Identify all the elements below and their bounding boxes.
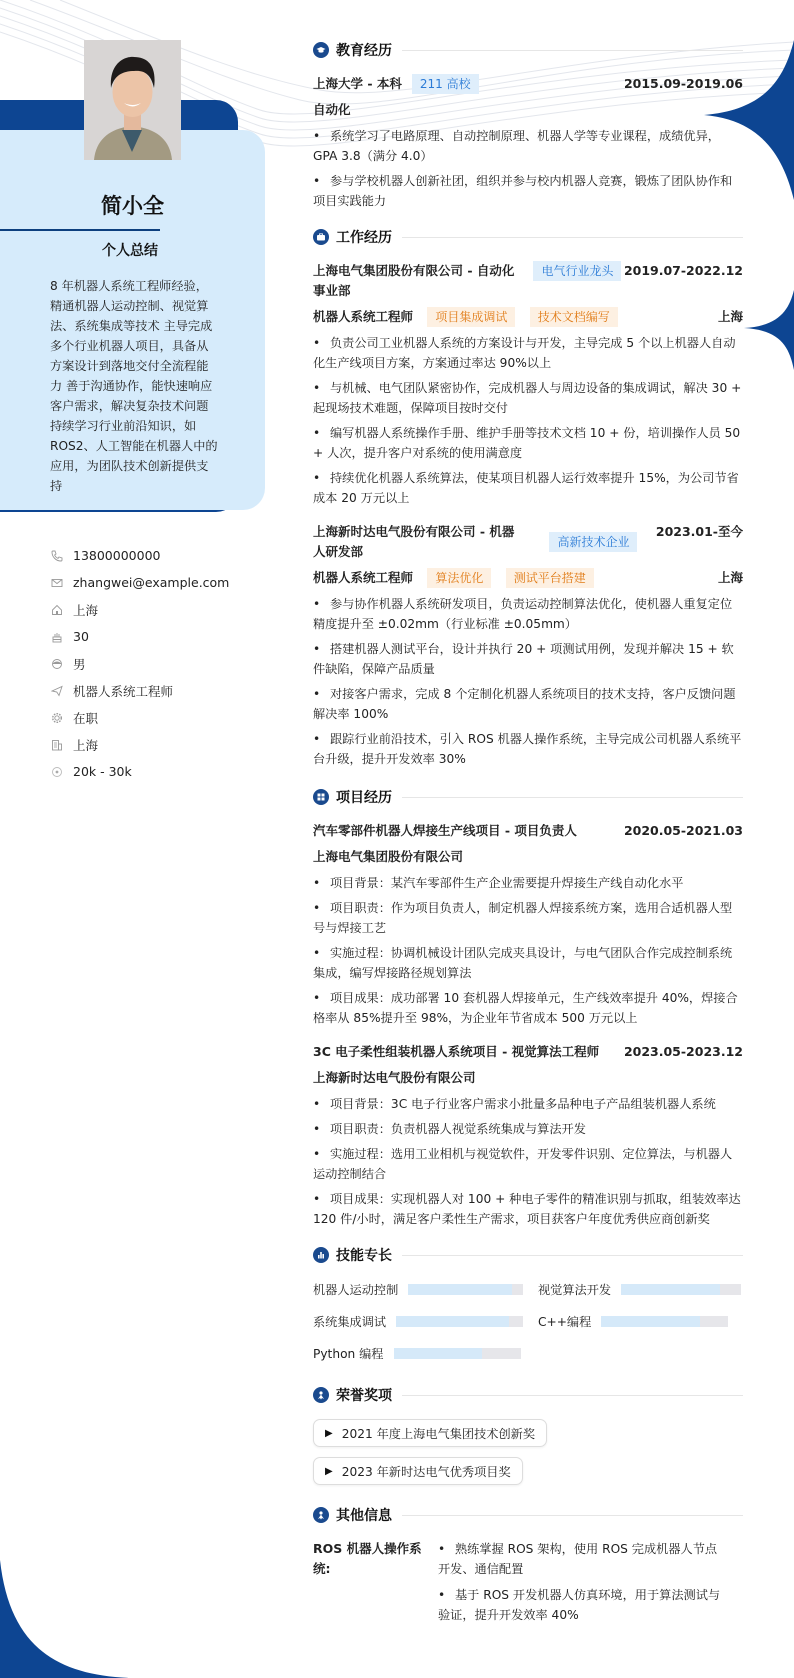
project-company: 上海新时达电气股份有限公司 <box>313 1070 476 1085</box>
decorative-corner-shape <box>744 290 794 370</box>
skill-label: C++编程 <box>538 1314 592 1329</box>
work-entry-header <box>313 261 743 301</box>
project-bullets <box>313 1094 743 1229</box>
list-item: • 跟踪行业前沿技术，引入 ROS 机器人操作系统，主导完成公司机器人系统平台升级，提升开发效率 30% <box>313 729 743 769</box>
work-entry-header <box>313 522 743 562</box>
status-value: 在职 <box>73 710 99 726</box>
major <box>313 100 743 120</box>
skill-label: Python 编程 <box>313 1346 384 1361</box>
avatar-portrait-icon <box>84 40 181 160</box>
school-name: 上海大学 - 本科 <box>313 76 402 91</box>
candidate-name: 简小全 <box>101 194 164 218</box>
award-label: 2021 年度上海电气集团技术创新奖 <box>341 1426 536 1441</box>
major-name: 自动化 <box>313 102 351 117</box>
skill-item <box>313 1343 523 1363</box>
awards-section <box>313 1383 743 1495</box>
skill-fill <box>394 1348 483 1359</box>
company-name: 上海电气集团股份有限公司 - 自动化事业部 <box>313 263 515 298</box>
skill-label: 视觉算法开发 <box>538 1282 612 1297</box>
bar-chart-icon <box>313 1247 329 1263</box>
gear-icon <box>50 711 64 725</box>
briefcase-icon <box>313 229 329 245</box>
contact-salary <box>50 758 260 785</box>
expand-triangle-icon: ▶ <box>325 1427 333 1439</box>
skill-tag: 测试平台搭建 <box>506 568 594 588</box>
expand-triangle-icon: ▶ <box>325 1465 333 1477</box>
section-title: 教育经历 <box>336 43 392 59</box>
avatar <box>84 40 181 160</box>
education-entry-header <box>313 74 743 94</box>
work-bullets <box>313 333 743 508</box>
section-divider <box>402 797 743 798</box>
list-item: • 编写机器人系统操作手册、维护手册等技术文档 10 + 份，培训操作人员 50 + 人次，提升客户对系统的使用满意度 <box>313 423 743 463</box>
sidebar <box>0 0 265 1678</box>
main-content <box>313 38 743 1631</box>
name-divider <box>0 229 160 231</box>
section-header <box>313 1383 743 1407</box>
list-item: • 参与协作机器人系统研发项目，负责运动控制算法优化，使机器人重复定位精度提升至 ±0.02mm（行业标准 ±0.05mm） <box>313 594 743 634</box>
skill-fill <box>621 1284 719 1295</box>
education-section <box>313 38 743 211</box>
work-section <box>313 225 743 769</box>
info-icon <box>313 1507 329 1523</box>
list-item: • 实施过程：选用工业相机与视觉软件，开发零件识别、定位算法，与机器人运动控制结合 <box>313 1144 743 1184</box>
skill-tag: 项目集成调试 <box>427 307 515 327</box>
skill-item <box>313 1311 523 1331</box>
gender-value: 男 <box>73 656 86 672</box>
award-item[interactable] <box>313 1419 547 1447</box>
list-item: • 熟练掌握 ROS 架构，使用 ROS 完成机器人节点开发、通信配置 <box>438 1539 728 1579</box>
skill-fill <box>396 1316 509 1327</box>
salary-value: 20k - 30k <box>73 764 132 779</box>
section-divider <box>402 1515 743 1516</box>
section-title: 荣誉奖项 <box>336 1388 392 1404</box>
section-title: 项目经历 <box>336 790 392 806</box>
section-title: 工作经历 <box>336 230 392 246</box>
skill-fill <box>601 1316 700 1327</box>
grid-icon <box>313 789 329 805</box>
section-divider <box>402 1395 743 1396</box>
school-tag: 211 高校 <box>412 74 479 94</box>
graduation-cap-icon <box>313 42 329 58</box>
list-item: • 与机械、电气团队紧密协作，完成机器人与周边设备的集成调试，解决 30 + 起现场技术难题，保障项目按时交付 <box>313 378 743 418</box>
age-value: 30 <box>73 629 89 644</box>
contact-gender <box>50 650 260 677</box>
role-title: 机器人系统工程师 <box>313 570 414 585</box>
skill-fill <box>408 1284 511 1295</box>
summary-text: 8 年机器人系统工程师经验，精通机器人运动控制、视觉算法、系统集成等技术 主导完成多个行业机器人项目，具备从方案设计到落地交付全流程能力 善于沟通协作，能快速响应客户需求，解决复杂技术问题 持续学习行业前沿知识，如 ROS2、人工智能在机器人中的应用，为团队技术创新提供支持 <box>50 279 218 493</box>
skill-item <box>313 1279 523 1299</box>
list-item: • 实施过程：协调机械设计团队完成夹具设计，与电气团队合作完成控制系统集成，编写焊接路径规划算法 <box>313 943 743 983</box>
project-company-row <box>313 847 743 867</box>
list-item: • 项目职责：作为项目负责人，制定机器人焊接系统方案，选用合适机器人型号与焊接工艺 <box>313 898 743 938</box>
summary-title: 个人总结 <box>102 243 158 259</box>
company-tag: 高新技术企业 <box>549 532 637 552</box>
list-item: • 持续优化机器人系统算法，使某项目机器人运行效率提升 15%，为公司节省成本 20 万元以上 <box>313 468 743 508</box>
list-item: • 系统学习了电路原理、自动控制原理、机器人学等专业课程，成绩优异，GPA 3.8（满分 4.0） <box>313 126 743 166</box>
list-item: • 项目成果：实现机器人对 100 + 种电子零件的精准识别与抓取，组装效率达 120 件/小时，满足客户柔性生产需求，项目获客户年度优秀供应商创新奖 <box>313 1189 743 1229</box>
skill-bar <box>601 1316 728 1327</box>
section-divider <box>402 1255 743 1256</box>
section-divider <box>402 50 743 51</box>
list-item: • 参与学校机器人创新社团，组织并参与校内机器人竞赛，锻炼了团队协作和项目实践能力 <box>313 171 743 211</box>
skill-tag: 技术文档编写 <box>530 307 618 327</box>
section-title: 技能专长 <box>336 1248 392 1264</box>
company-tag-wrap <box>549 532 639 552</box>
list-item: • 项目背景：某汽车零部件生产企业需要提升焊接生产线自动化水平 <box>313 873 743 893</box>
project-date: 2023.05-2023.12 <box>623 1044 743 1059</box>
skills-section <box>313 1243 743 1363</box>
list-item: • 项目成果：成功部署 10 套机器人焊接单元，生产线效率提升 40%，焊接合格率从 85%提升至 98%，为企业年节省成本 500 万元以上 <box>313 988 743 1028</box>
project-date: 2020.05-2021.03 <box>623 823 743 838</box>
contact-location <box>50 596 260 623</box>
list-item: • 对接客户需求，完成 8 个定制化机器人系统项目的技术支持，客户反馈问题解决率 100% <box>313 684 743 724</box>
education-date: 2015.09-2019.06 <box>623 76 743 91</box>
projects-section <box>313 785 743 1229</box>
home-icon <box>50 603 64 617</box>
section-divider <box>402 237 743 238</box>
project-title: 汽车零部件机器人焊接生产线项目 - 项目负责人 <box>313 823 577 838</box>
award-item[interactable] <box>313 1457 523 1485</box>
contact-list <box>50 542 260 785</box>
contact-phone <box>50 542 260 569</box>
contact-position <box>50 677 260 704</box>
work-bullets <box>313 594 743 769</box>
work-location: 上海 <box>717 309 743 324</box>
role-title: 机器人系统工程师 <box>313 309 414 324</box>
skill-label: 系统集成调试 <box>313 1314 387 1329</box>
other-section <box>313 1503 743 1631</box>
section-header <box>313 785 743 809</box>
list-item: • 项目背景：3C 电子行业客户需求小批量多品种电子产品组装机器人系统 <box>313 1094 743 1114</box>
list-item: • 负责公司工业机器人系统的方案设计与开发，主导完成 5 个以上机器人自动化生产线项目方案，方案通过率达 90%以上 <box>313 333 743 373</box>
skill-label: 机器人运动控制 <box>313 1282 399 1297</box>
section-title: 其他信息 <box>336 1508 392 1524</box>
project-company-row <box>313 1068 743 1088</box>
phone-icon <box>50 549 64 563</box>
skill-tag: 算法优化 <box>427 568 491 588</box>
skill-bar <box>408 1284 523 1295</box>
contact-city <box>50 731 260 758</box>
location-value: 上海 <box>73 602 99 618</box>
award-label: 2023 年新时达电气优秀项目奖 <box>341 1464 511 1479</box>
work-date: 2019.07-2022.12 <box>623 263 743 278</box>
education-bullets <box>313 126 743 211</box>
other-info-bullets <box>438 1539 728 1631</box>
project-bullets <box>313 873 743 1028</box>
section-header <box>313 38 743 62</box>
project-title: 3C 电子柔性组装机器人系统项目 - 视觉算法工程师 <box>313 1044 600 1059</box>
gender-icon <box>50 657 64 671</box>
contact-age <box>50 623 260 650</box>
phone-value: 13800000000 <box>73 548 161 563</box>
work-date: 2023.01-至今 <box>655 524 743 539</box>
other-info-row <box>313 1539 743 1631</box>
email-value: zhangwei@example.com <box>73 575 230 590</box>
work-location: 上海 <box>717 570 743 585</box>
list-item: • 搭建机器人测试平台，设计并执行 20 + 项测试用例，发现并解决 15 + 软件缺陷，保障产品质量 <box>313 639 743 679</box>
skill-item <box>538 1279 743 1299</box>
role-row <box>313 307 743 327</box>
list-item: • 项目职责：负责机器人视觉系统集成与算法开发 <box>313 1119 743 1139</box>
skills-grid <box>313 1279 743 1363</box>
salary-icon <box>50 765 64 779</box>
send-icon <box>50 684 64 698</box>
company-tag-wrap <box>533 261 623 281</box>
age-icon <box>50 630 64 644</box>
company-tag: 电气行业龙头 <box>533 261 621 281</box>
project-company: 上海电气集团股份有限公司 <box>313 849 464 864</box>
building-icon <box>50 738 64 752</box>
position-value: 机器人系统工程师 <box>73 683 174 699</box>
awards-list <box>313 1419 743 1495</box>
section-header <box>313 1503 743 1527</box>
skill-item <box>538 1311 743 1331</box>
contact-email <box>50 569 260 596</box>
list-item: • 基于 ROS 开发机器人仿真环境，用于算法测试与验证，提升开发效率 40% <box>438 1585 728 1625</box>
project-entry-header <box>313 821 743 841</box>
section-header <box>313 1243 743 1267</box>
award-icon <box>313 1387 329 1403</box>
skill-bar <box>394 1348 521 1359</box>
project-entry-header <box>313 1042 743 1062</box>
company-name: 上海新时达电气股份有限公司 - 机器人研发部 <box>313 524 515 559</box>
skill-bar <box>621 1284 741 1295</box>
skill-bar <box>396 1316 523 1327</box>
section-header <box>313 225 743 249</box>
contact-status <box>50 704 260 731</box>
city-value: 上海 <box>73 737 99 753</box>
role-row <box>313 568 743 588</box>
mail-icon <box>50 576 64 590</box>
other-info-label: ROS 机器人操作系统: <box>313 1541 422 1576</box>
